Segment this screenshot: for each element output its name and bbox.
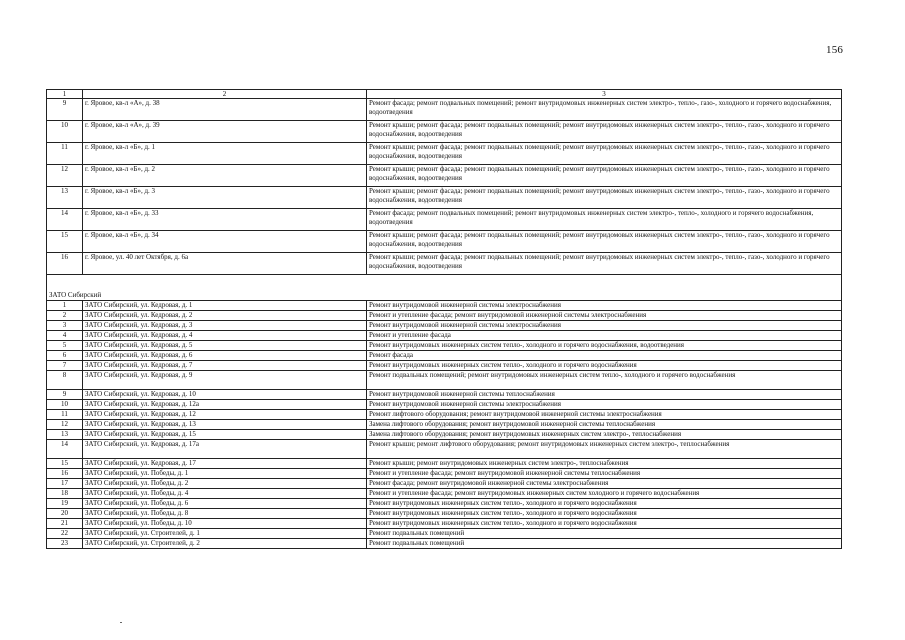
row-number: 10 — [47, 121, 83, 143]
table-row — [47, 361, 842, 371]
row-number: 1 — [47, 301, 83, 311]
table-row — [47, 509, 842, 519]
row-address: г. Яровое, кв-л «Б», д. 2 — [83, 165, 367, 187]
row-work: Ремонт фасада; ремонт подвальных помещений; ремонт внутридомовых инженерных систем электро-, тепло-, газо-, холодного и горячего водоснабжения, водоотведения — [367, 99, 842, 121]
row-number: 21 — [47, 519, 83, 529]
table-row — [47, 489, 842, 499]
table-row — [47, 400, 842, 410]
table-row — [47, 165, 842, 187]
row-work: Ремонт крыши; ремонт фасада; ремонт подвальных помещений; ремонт внутридомовых инженерных систем электро-, тепло-, газо-, холодного и горячего водоснабжения, водоотведения — [367, 253, 842, 275]
row-work: Ремонт крыши; ремонт фасада; ремонт подвальных помещений; ремонт внутридомовых инженерных систем электро-, тепло-, газо-, холодного и горячего водоснабжения, водоотведения — [367, 121, 842, 143]
row-work: Ремонт крыши; ремонт фасада; ремонт подвальных помещений; ремонт внутридомовых инженерных систем электро-, тепло-, газо-, холодного и горячего водоснабжения, водоотведения — [367, 231, 842, 253]
page-number: 156 — [826, 44, 844, 56]
row-number: 16 — [47, 253, 83, 275]
row-work: Замена лифтового оборудования; ремонт внутридомовой инженерной системы теплоснабжения — [367, 420, 842, 430]
row-work: Ремонт внутридомовых инженерных систем тепло-, холодного и горячего водоснабжения — [367, 499, 842, 509]
row-work: Ремонт и утепление фасада; ремонт внутридомовых инженерных систем холодного и горячего водоснабжения — [367, 489, 842, 499]
row-address: ЗАТО Сибирский, ул. Победы, д. 4 — [83, 489, 367, 499]
row-address: г. Яровое, кв-л «А», д. 39 — [83, 121, 367, 143]
table-row — [47, 459, 842, 469]
row-work: Ремонт и утепление фасада — [367, 331, 842, 341]
row-work: Ремонт внутридомовых инженерных систем тепло-, холодного и горячего водоснабжения, водоотведения — [367, 341, 842, 351]
row-number: 13 — [47, 430, 83, 440]
row-number: 22 — [47, 529, 83, 539]
table-row — [47, 187, 842, 209]
row-work: Ремонт внутридомовых инженерных систем тепло-, холодного и горячего водоснабжения — [367, 509, 842, 519]
table-row — [47, 209, 842, 231]
row-work: Ремонт подвальных помещений — [367, 529, 842, 539]
row-address: ЗАТО Сибирский, ул. Кедровая, д. 5 — [83, 341, 367, 351]
row-work: Ремонт крыши; ремонт фасада; ремонт подвальных помещений; ремонт внутридомовых инженерных систем электро-, тепло-, газо-, холодного и горячего водоснабжения, водоотведения — [367, 165, 842, 187]
table-row — [47, 301, 842, 311]
table-row — [47, 311, 842, 321]
row-work: Ремонт крыши; ремонт фасада; ремонт подвальных помещений; ремонт внутридомовых инженерных систем электро-, тепло-, газо-, холодного и горячего водоснабжения, водоотведения — [367, 143, 842, 165]
row-number: 23 — [47, 539, 83, 549]
row-address: ЗАТО Сибирский, ул. Победы, д. 1 — [83, 469, 367, 479]
table-row — [47, 331, 842, 341]
row-address: ЗАТО Сибирский, ул. Кедровая, д. 12 — [83, 410, 367, 420]
scan-mark — [120, 622, 122, 623]
row-address: ЗАТО Сибирский, ул. Строителей, д. 1 — [83, 529, 367, 539]
row-address: ЗАТО Сибирский, ул. Кедровая, д. 1 — [83, 301, 367, 311]
row-address: ЗАТО Сибирский, ул. Строителей, д. 2 — [83, 539, 367, 549]
row-work: Ремонт внутридомовой инженерной системы электроснабжения — [367, 301, 842, 311]
row-number: 5 — [47, 341, 83, 351]
row-work: Ремонт внутридомовых инженерных систем тепло-, холодного и горячего водоснабжения — [367, 361, 842, 371]
row-address: ЗАТО Сибирский, ул. Кедровая, д. 17а — [83, 440, 367, 459]
table-row — [47, 231, 842, 253]
row-work: Ремонт крыши; ремонт фасада; ремонт подвальных помещений; ремонт внутридомовых инженерных систем электро-, тепло-, газо-, холодного и горячего водоснабжения, водоотведения — [367, 187, 842, 209]
row-number: 3 — [47, 321, 83, 331]
row-work: Ремонт фасада; ремонт внутридомовой инженерной системы электроснабжения — [367, 479, 842, 489]
section-row — [47, 275, 842, 301]
row-number: 15 — [47, 459, 83, 469]
row-number: 11 — [47, 410, 83, 420]
table-row — [47, 440, 842, 459]
row-work: Ремонт крыши; ремонт внутридомовых инженерных систем электро-, теплоснабжения — [367, 459, 842, 469]
row-number: 18 — [47, 489, 83, 499]
row-number: 9 — [47, 99, 83, 121]
row-number: 19 — [47, 499, 83, 509]
row-number: 12 — [47, 165, 83, 187]
row-number: 14 — [47, 209, 83, 231]
row-address: ЗАТО Сибирский, ул. Кедровая, д. 10 — [83, 390, 367, 400]
row-address: г. Яровое, кв-л «Б», д. 34 — [83, 231, 367, 253]
row-work: Ремонт подвальных помещений — [367, 539, 842, 549]
table-header-row — [47, 90, 842, 99]
row-number: 13 — [47, 187, 83, 209]
table-row — [47, 351, 842, 361]
row-number: 2 — [47, 311, 83, 321]
row-work: Ремонт подвальных помещений; ремонт внутридомовых инженерных систем тепло-, холодного и горячего водоснабжения — [367, 371, 842, 390]
table-row — [47, 499, 842, 509]
row-address: ЗАТО Сибирский, ул. Кедровая, д. 7 — [83, 361, 367, 371]
section-title: ЗАТО Сибирский — [47, 275, 842, 301]
table-row — [47, 341, 842, 351]
row-work: Ремонт внутридомовой инженерной системы электроснабжения — [367, 321, 842, 331]
row-work: Ремонт фасада; ремонт подвальных помещений; ремонт внутридомовых инженерных систем электро-, тепло-, холодного и горячего водоснабжения, водоотведения — [367, 209, 842, 231]
header-cell-3: 3 — [367, 90, 842, 99]
row-address: ЗАТО Сибирский, ул. Кедровая, д. 2 — [83, 311, 367, 321]
row-address: г. Яровое, кв-л «Б», д. 1 — [83, 143, 367, 165]
row-address: ЗАТО Сибирский, ул. Кедровая, д. 9 — [83, 371, 367, 390]
row-address: г. Яровое, кв-л «А», д. 38 — [83, 99, 367, 121]
row-number: 16 — [47, 469, 83, 479]
row-address: ЗАТО Сибирский, ул. Победы, д. 8 — [83, 509, 367, 519]
row-number: 17 — [47, 479, 83, 489]
row-work: Ремонт внутридомовой инженерной системы теплоснабжения — [367, 390, 842, 400]
row-address: ЗАТО Сибирский, ул. Кедровая, д. 6 — [83, 351, 367, 361]
table-row — [47, 519, 842, 529]
row-work: Ремонт и утепление фасада; ремонт внутридомовой инженерной системы теплоснабжения — [367, 469, 842, 479]
row-address: ЗАТО Сибирский, ул. Кедровая, д. 17 — [83, 459, 367, 469]
row-number: 8 — [47, 371, 83, 390]
table-row — [47, 121, 842, 143]
row-address: ЗАТО Сибирский, ул. Кедровая, д. 4 — [83, 331, 367, 341]
table-row — [47, 420, 842, 430]
table-row — [47, 529, 842, 539]
row-address: г. Яровое, ул. 40 лет Октября, д. 6а — [83, 253, 367, 275]
header-cell-2: 2 — [83, 90, 367, 99]
table-row — [47, 253, 842, 275]
row-number: 9 — [47, 390, 83, 400]
row-number: 11 — [47, 143, 83, 165]
row-address: г. Яровое, кв-л «Б», д. 3 — [83, 187, 367, 209]
table-row — [47, 430, 842, 440]
row-number: 4 — [47, 331, 83, 341]
row-work: Ремонт лифтового оборудования; ремонт внутридомовой инженерной системы электроснабжения — [367, 410, 842, 420]
row-number: 15 — [47, 231, 83, 253]
row-address: г. Яровое, кв-л «Б», д. 33 — [83, 209, 367, 231]
table-row — [47, 390, 842, 400]
row-number: 7 — [47, 361, 83, 371]
row-work: Замена лифтового оборудования; ремонт внутридомовых инженерных систем электро-, теплоснабжения — [367, 430, 842, 440]
row-address: ЗАТО Сибирский, ул. Победы, д. 6 — [83, 499, 367, 509]
table-row — [47, 143, 842, 165]
row-number: 14 — [47, 440, 83, 459]
row-number: 12 — [47, 420, 83, 430]
table-row — [47, 371, 842, 390]
row-address: ЗАТО Сибирский, ул. Победы, д. 10 — [83, 519, 367, 529]
row-work: Ремонт фасада — [367, 351, 842, 361]
table-row — [47, 539, 842, 549]
row-number: 6 — [47, 351, 83, 361]
row-address: ЗАТО Сибирский, ул. Кедровая, д. 13 — [83, 420, 367, 430]
row-address: ЗАТО Сибирский, ул. Кедровая, д. 15 — [83, 430, 367, 440]
works-table — [46, 89, 842, 549]
row-address: ЗАТО Сибирский, ул. Победы, д. 2 — [83, 479, 367, 489]
table-row — [47, 479, 842, 489]
row-work: Ремонт внутридомовых инженерных систем тепло-, холодного и горячего водоснабжения — [367, 519, 842, 529]
table-row — [47, 469, 842, 479]
row-number: 10 — [47, 400, 83, 410]
row-address: ЗАТО Сибирский, ул. Кедровая, д. 3 — [83, 321, 367, 331]
table-row — [47, 410, 842, 420]
row-work: Ремонт и утепление фасада; ремонт внутридомовой инженерной системы электроснабжения — [367, 311, 842, 321]
header-cell-1: 1 — [47, 90, 83, 99]
table-row — [47, 99, 842, 121]
row-address: ЗАТО Сибирский, ул. Кедровая, д. 12а — [83, 400, 367, 410]
row-work: Ремонт внутридомовой инженерной системы электроснабжения — [367, 400, 842, 410]
table-row — [47, 321, 842, 331]
row-number: 20 — [47, 509, 83, 519]
row-work: Ремонт крыши; ремонт лифтового оборудования; ремонт внутридомовых инженерных систем электро-, теплоснабжения — [367, 440, 842, 459]
